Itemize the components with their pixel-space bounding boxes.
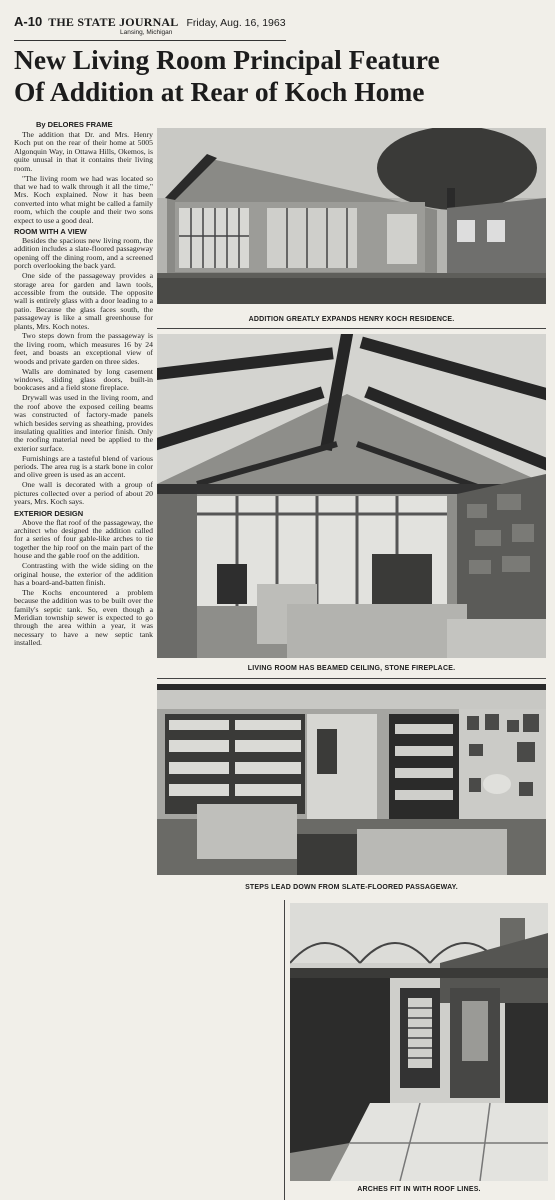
article-paragraph: Two steps down from the passageway is the living room, which measures 16 by 24 feet, and boasts an exceptional view of woods and private garden on three sides. xyxy=(14,331,153,366)
divider xyxy=(157,328,546,329)
article-subhead: ROOM WITH A VIEW xyxy=(14,226,87,236)
divider xyxy=(157,678,546,679)
photo-passageway-steps xyxy=(157,684,546,875)
newspaper-name: THE STATE JOURNAL xyxy=(48,15,179,29)
page-number: A-10 xyxy=(14,14,43,29)
article-paragraph: Contrasting with the wide siding on the original house, the exterior of the addition has a board-and-batten finish. xyxy=(14,561,153,587)
article-paragraph: Furnishings are a tasteful blend of various periods. The area rug is a stark bone in color and olive green is used as an accent. xyxy=(14,453,153,480)
article-body xyxy=(14,131,153,649)
issue-date: Friday, Aug. 16, 1963 xyxy=(186,17,286,29)
photo-caption: LIVING ROOM HAS BEAMED CEILING, STONE FIREPLACE. xyxy=(247,665,456,672)
article-paragraph: The Kochs encountered a problem because the addition was to be built over the family's septic tank. So, even though a Meridian township sewer is expected to go through the area within a year, it was necessary to have a new septic tank installed. xyxy=(14,587,153,648)
photo-caption: ARCHES FIT IN WITH ROOF LINES. xyxy=(357,1186,481,1193)
article-paragraph: One side of the passageway provides a storage area for garden and lawn tools, accessible from the outside. The opposite wall is entirely glass with a door leading to a patio. Because the glass faces south, the passageway is like a small greenhouse for plants, Mrs. Koch notes. xyxy=(14,271,153,331)
byline: By DELORES FRAME xyxy=(36,120,113,129)
article-paragraph: Besides the spacious new living room, the addition includes a slate-floored passageway opening off the dining room, and a screened porch overlooking the back yard. xyxy=(14,235,153,271)
article-paragraph: One wall is decorated with a group of pictures collected over a period of about 20 years, Mrs. Koch says. xyxy=(14,480,153,507)
headline-line-1: New Living Room Principal Feature xyxy=(14,44,440,75)
article-subhead: EXTERIOR DESIGN xyxy=(14,508,84,518)
headline-line-2: Of Addition at Rear of Koch Home xyxy=(14,76,425,107)
photo-arches-roof xyxy=(290,903,548,1181)
headline xyxy=(14,44,544,108)
article-paragraph: Above the flat roof of the passageway, the architect who designed the addition called for a series of four gable-like arches to tie together the hip roof on the main part of the house and the gable roof on the addition. xyxy=(14,517,153,561)
photo-caption: STEPS LEAD DOWN FROM SLATE-FLOORED PASSAGEWAY. xyxy=(245,884,458,891)
column-divider xyxy=(284,900,285,1200)
photo-caption: ADDITION GREATLY EXPANDS HENRY KOCH RESIDENCE. xyxy=(248,316,455,323)
article-paragraph: Walls are dominated by long casement windows, sliding glass doors, built-in bookcases and a field stone fireplace. xyxy=(14,366,153,393)
article-paragraph: Drywall was used in the living room, and the roof above the exposed ceiling beams was constructed of factory-made panels which besides serving as sheathing, provides insulating qualities and interior finish. Only the roofing material need be applied to the exterior surface. xyxy=(14,393,153,453)
newspaper-city: Lansing, Michigan xyxy=(120,29,173,36)
masthead xyxy=(14,10,286,41)
photo-living-room xyxy=(157,334,546,658)
article-paragraph: The addition that Dr. and Mrs. Henry Koch put on the rear of their home at 5005 Algonquin Way, in Ottawa Hills, Okemos, is quite unusal in that it contains their living room. xyxy=(14,130,153,173)
photo-exterior-addition xyxy=(157,128,546,304)
article-paragraph: "The living room we had was located so that we had to walk through it all the time," Mrs. Koch explained. Now it has been converted into what might be called a family room, which the couple and their two sons expect to use a good deal. xyxy=(14,173,153,225)
